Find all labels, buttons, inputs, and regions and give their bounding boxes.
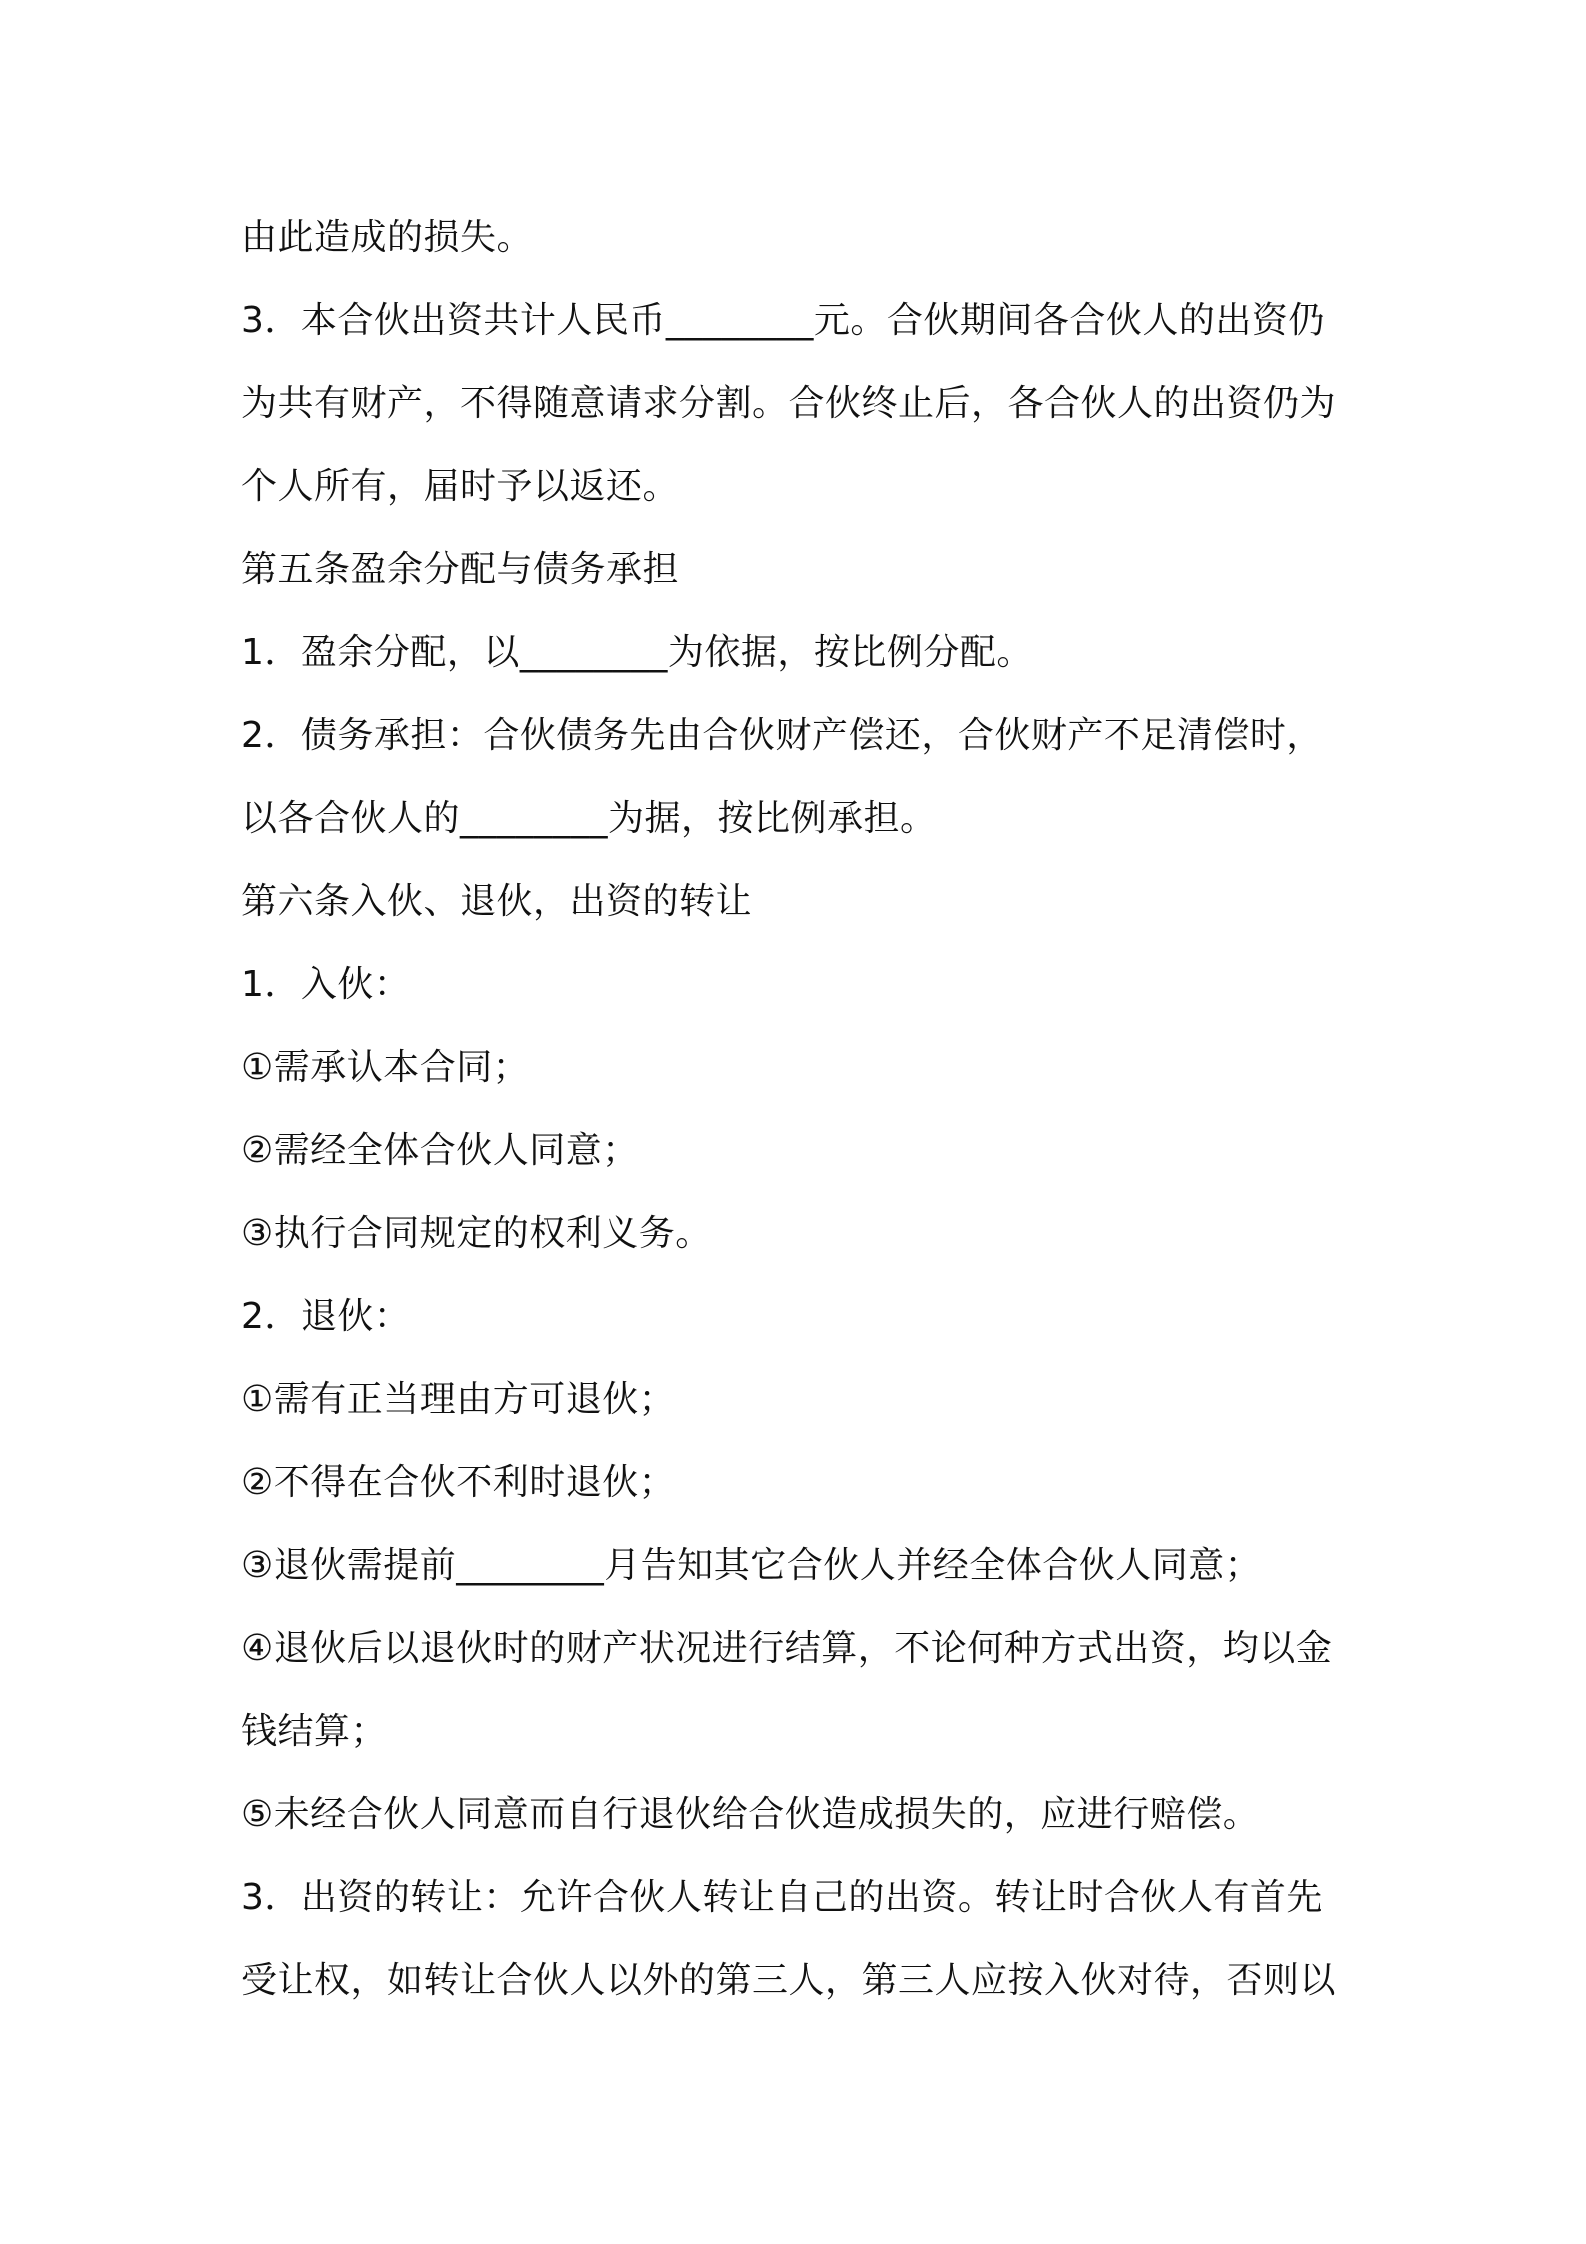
text-line: 由此造成的损失。 [241, 217, 534, 258]
list-item: ②需经全体合伙人同意； [241, 1130, 639, 1171]
text-line: 个人所有，届时予以返还。 [241, 466, 680, 507]
list-item: ①需承认本合同； [241, 1047, 530, 1088]
section-heading: 第五条盈余分配与债务承担 [241, 549, 680, 590]
text-line: 以各合伙人的________为据，按比例承担。 [241, 798, 937, 839]
text-line: 钱结算； [241, 1711, 388, 1752]
list-item: ④退伙后以退伙时的财产状况进行结算，不论何种方式出资，均以金 [241, 1628, 1333, 1669]
text-line: 2．退伙： [241, 1296, 411, 1337]
text-line: 1．盈余分配，以________为依据，按比例分配。 [241, 632, 1033, 673]
text-line: 1．入伙： [241, 964, 411, 1005]
list-item: ⑤未经合伙人同意而自行退伙给合伙造成损失的，应进行赔偿。 [241, 1794, 1260, 1835]
text-line: 3．出资的转让：允许合伙人转让自己的出资。转让时合伙人有首先 [241, 1877, 1323, 1918]
list-item: ①需有正当理由方可退伙； [241, 1379, 676, 1420]
list-item: ②不得在合伙不利时退伙； [241, 1462, 676, 1503]
text-line: 受让权，如转让合伙人以外的第三人，第三人应按入伙对待，否则以 [241, 1960, 1337, 2001]
text-line: 3．本合伙出资共计人民币________元。合伙期间各合伙人的出资仍 [241, 300, 1325, 341]
list-item: ③退伙需提前________月告知其它合伙人并经全体合伙人同意； [241, 1545, 1262, 1586]
document-page [241, 196, 1361, 2022]
section-heading: 第六条入伙、退伙，出资的转让 [241, 881, 753, 922]
list-item: ③执行合同规定的权利义务。 [241, 1213, 712, 1254]
text-line: 2．债务承担：合伙债务先由合伙财产偿还，合伙财产不足清偿时， [241, 715, 1323, 756]
text-line: 为共有财产，不得随意请求分割。合伙终止后，各合伙人的出资仍为 [241, 383, 1337, 424]
